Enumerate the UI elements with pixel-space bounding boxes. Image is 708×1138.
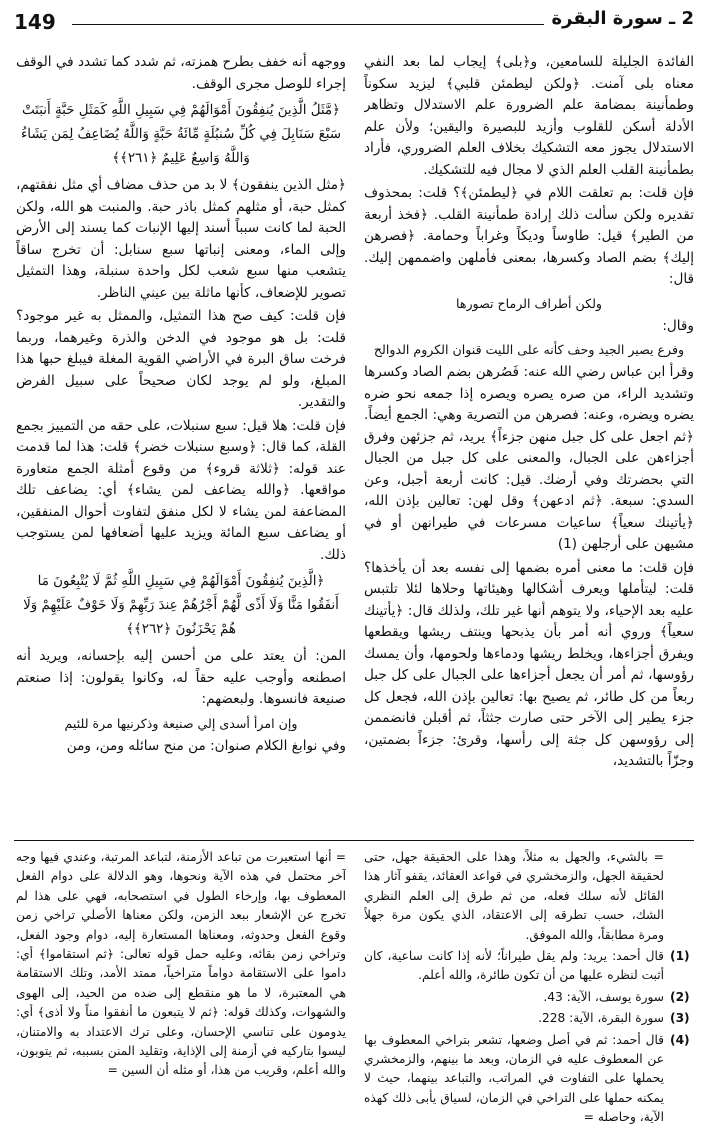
footnote (364, 1031, 694, 1128)
footnote-text: قال أحمد: يريد: ولم يقل طيراناً؛ لأنه إذا كانت ساعية، كان أثبت لنظره عليها من أن تكون طائرة، والله أعلم. (364, 949, 664, 983)
poem-line: ولكن أطراف الرماح تصورها (456, 295, 602, 311)
quran-verse: ﴿مَّثَلُ الَّذِينَ يُنفِقُونَ أَمْوَالَهُمْ فِي سَبِيلِ اللَّهِ كَمَثَلِ حَبَّةٍ أَنبَتَتْ سَبْعَ سَنَابِلَ فِي كُلِّ سُنبُلَةٍ مِّائَةُ حَبَّةٍ وَاللَّهُ يُضَاعِفُ لِمَن يَشَاءُ وَاللَّهُ وَاسِعٌ عَلِيمٌ ﴿٢٦١﴾﴾ (20, 103, 342, 166)
surah-title: 2 ـ سورة البقرة (551, 8, 694, 29)
footnote (364, 947, 694, 986)
footnote-number (670, 848, 694, 945)
poem-line: وفرع يصير الجيد وحف كأنه على الليت قنوان الكروم الدوالح (373, 342, 685, 357)
paragraph: ﴿مثل الذين ينفقون﴾ لا بد من حذف مضاف أي مثل نفقتهم، كمثل حبة، أو مثلهم كمثل باذر حبة. والمنبت هو الله، ولكن الحبة لما كانت سبباً أسند إليها الإنبات كما يسند إلى الأرض وإلى الماء، ومعنى إنباتها سبع سنابل: أن تخرج ساقاً يتشعب منها سبع شعب لكل واحدة سنبلة، وهذا التمثيل تصوير للإضعاف، كأنها ماثلة بين عيني الناظر. (16, 177, 346, 301)
paragraph: الفائدة الجليلة للسامعين، و﴿بلى﴾ إيجاب لما بعد النفي معناه بلى آمنت. ﴿ولكن ليطمئن قلبي﴾ ليزيد سكوناً وطمأنينة بمضامة علم الضرورة علم الاستدلال وتظاهر الأدلة أسكن للقلوب وأزيد للبصيرة واليقين؛ ولأن علم الاستدلال يجوز معه التشكيك بخلاف العلم الضروري، فأراد بطمأنينة القلب العلم الذي لا مجال فيه للتشكيك. (364, 54, 694, 178)
footnotes-right (364, 848, 694, 1130)
footnote-number: (4) (670, 1032, 690, 1047)
footnote-text: سورة البقرة، الآية: 228. (538, 1011, 664, 1026)
paragraph: وفي نوابغ الكلام صنوان: من منح سائله ومن، ومن (66, 737, 346, 754)
paragraph: وقال: (662, 317, 694, 334)
paragraph: فإن قلت: كيف صح هذا التمثيل، والممثل به غير موجود؟ قلت: بل هو موجود في الدخن والذرة وغيرهما، وربما فرخت ساق البرة في الأراضي القوية المغلة فيبلغ حبها هذا المبلغ، ولو لم يوجد لكان صحيحاً على سبيل الفرض والتقدير. (16, 308, 346, 410)
quran-verse: ﴿الَّذِينَ يُنفِقُونَ أَمْوَالَهُمْ فِي سَبِيلِ اللَّهِ ثُمَّ لَا يُتْبِعُونَ مَا أَنفَقُوا مَنًّا وَلَا أَذًى لَّهُمْ أَجْرُهُمْ عِندَ رَبِّهِمْ وَلَا خَوْفٌ عَلَيْهِمْ وَلَا هُمْ يَحْزَنُونَ ﴿٢٦٢﴾﴾ (23, 574, 339, 637)
footnote-number: (3) (670, 1011, 690, 1026)
footnote-text: = بالشيء، والجهل به مثلاً، وهذا على الحقيقة جهل، حتى لحقيقة الجهل، والزمخشري في قواعد العقائد، يقفو آثار هذا القائل لأنه سلك فعله، من ثم طرق إلى العلم النظري الشك، حسب تطرقه إلى الاعتقاد، الذي يكون مرة جهلاً ومرة مطابقاً، والله الموفق. (364, 850, 664, 942)
paragraph: ووجهه أنه خفف بطرح همزته، ثم شدد كما تشدد في الوقف إجراء للوصل مجرى الوقف. (16, 54, 346, 92)
footnote (364, 848, 694, 945)
poem-line: وإن امرأ أسدى إلي صنيعة وذكرنيها مرة للئيم (64, 715, 298, 731)
header-rule (72, 24, 544, 25)
footnote (364, 1009, 694, 1028)
footnote-text: سورة يوسف، الآية: 43. (543, 989, 664, 1004)
paragraph: فإن قلت: ما معنى أمره بضمها إلى نفسه بعد أن يأخذها؟ قلت: ليتأملها ويعرف أشكالها وهيئاتها وحلاها لئلا تلتبس عليه بعد الإحياء، ولا يتوهم أنها غير تلك، ولذلك قال: ﴿يأتينك سعياً﴾ وروي أنه أمر بأن يذبحها وينتف ريشها ويقطعها ويفرق أجزاءها، ويخلط ريشها ودماءها ولحومها، وأن يمسك رؤوسها، ثم أمر أن يجعل أجزاءها على الجبال على كل جبل ربعاً من كل طائر، ثم يصيح بها: تعالين بإذن الله، فجعل كل جزء يطير إلى الآخر حتى صارت جثثاً، ثم أقبلن فانضممن إلى رؤوسهن كل جثة إلى رأسها، وقرئ: جزءاً بضمتين، وجزّاً بالتشديد، (364, 559, 694, 769)
footnote-divider (14, 840, 694, 841)
footnote (364, 988, 694, 1007)
footnote-marker: (1) (557, 536, 578, 552)
footnote-text: قال أحمد: ثم في أصل وضعها، تشعر بتراخي المعطوف بها عن المعطوف عليه في الزمان، وبعد ما بينهم، والزمخشري يحملها على التفاوت في المراتب، والتباعد بينهما، حيث لا يمكنه حملها على التراخي في الزمان، لسياق يأبى ذلك كهذه الآية، وحاصله = (364, 1032, 664, 1125)
left-column (16, 52, 346, 834)
page-number: 149 (14, 10, 56, 34)
paragraph: المن: أن يعتد على من أحسن إليه بإحسانه، ويريد أنه اصطنعه وأوجب عليه حقاً له، وكانوا يقولون: إذا صنعتم صنيعة فانسوها. ولبعضهم: (16, 648, 346, 707)
footnote-text: = أنها استعيرت من تباعد الأزمنة، لتباعد المرتبة، وعندي فيها وجه آخر محتمل في هذه الآية ونحوها، وهو الدلالة على دوام الفعل المعطوف بها، وإرخاء الطول في استصحابه، فهي على هذا لم تخرج عن الإشعار ببعد الزمن، ولكن معناها الأصلي تراخي زمن وقوع الفعل وحدوثه، ومعناها المستعارة إليه، دوام وجود الفعل، وتراخي زمن بقائه، وعليه حمل قوله تعالى: ﴿ثم استقاموا﴾ أي: داموا على الاستقامة دواماً متراخياً، ممتد الأمد، وتلك الاستقامة هي المعتبرة، لا ما هو منقطع إلى ضده من الحيد، إلى الهوى والشهوات، وكذلك قوله: ﴿ثم لا يتبعون ما أنفقوا مناً ولا أذى﴾ أي: يدومون على تناسي الإحسان، وعلى ترك الاعتداد به والامتنان، ليسوا بتاركيه في أزمنة إلى الإذاية، وتقليد المنن بسببه، ثم يتوبون، والله أعلم، وقريب من هذا، أو مثله أن السين = (16, 850, 346, 1078)
paragraph: فإن قلت: هلا قيل: سبع سنبلات، على حقه من التمييز بجمع القلة، كما قال: ﴿وسبع سنبلات خضر﴾ قلت: هذا لما قدمت عند قوله: ﴿ثلاثة قروء﴾ من وقوع أمثلة الجمع متعاورة مواقعها. ﴿والله يضاعف لمن يشاء﴾ أي: يضاعف تلك المضاعفة لمن يشاء لا لكل منفق لتفاوت أحوال المنفقين، أو يضاعف سبع المائة ويزيد عليها أضعافها لمن يستوجب ذلك. (16, 417, 346, 563)
right-column (364, 52, 694, 834)
paragraph (364, 362, 694, 556)
paragraph: فإن قلت: بم تعلقت اللام في ﴿ليطمئن﴾؟ قلت: بمحذوف تقديره ولكن سألت ذلك إرادة طمأنينة القلب. ﴿فخذ أربعة من الطير﴾ قيل: طاوساً وديكاً وغراباً وحمامة. ﴿فصرهن إليك﴾ بضم الصاد وكسرها، بمعنى فأملهن واضممهن إليك. قال: (364, 185, 694, 287)
paragraph-text: وقرأ ابن عباس رضي الله عنه: فَصُرهن بضم الصاد وكسرها وتشديد الراء، من صره يصره ويصره إذا جمعه نحو ضره يضره ويضره، وعنه: فصرهن من التصرية وهي: الجمع أيضاً. ﴿ثم اجعل على كل جبل منهن جزءاً﴾ يريد، ثم جزئهن وفرق أجزاءهن على الجبال، والمعنى على كل جبل من الجبال التي بحضرتك وفي أرضك. قيل: كانت أربعة أجبل، وعن السدي: سبعة. ﴿ثم ادعهن﴾ وقل لهن: تعالين بإذن الله، ﴿يأتينك سعياً﴾ ساعيات مسرعات في طيرانهن أو في مشيهن على أرجلهن (364, 364, 694, 552)
footnote-number: (2) (670, 989, 690, 1004)
page-header (14, 6, 694, 46)
footnote-number: (1) (670, 949, 690, 964)
footnotes-left (16, 848, 346, 1130)
